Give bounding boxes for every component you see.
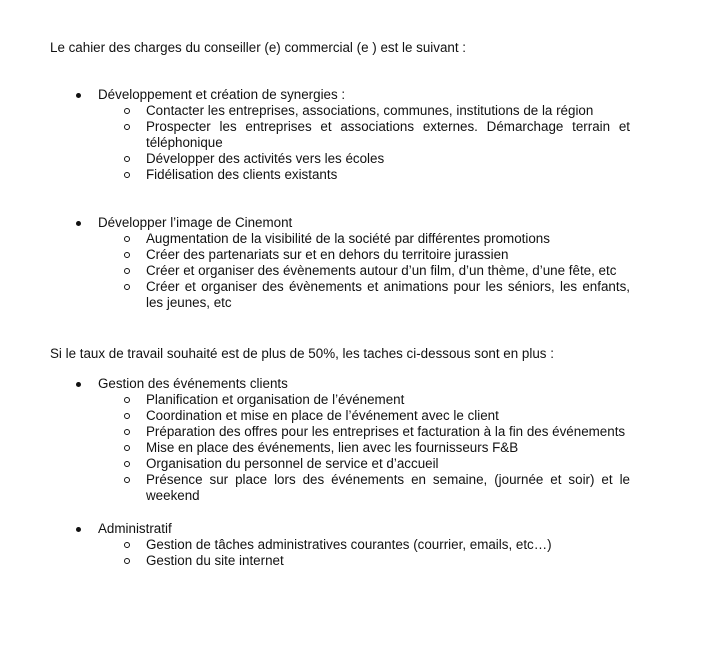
- bullet-icon: [76, 93, 81, 98]
- section-image-cinemont: [70, 215, 630, 311]
- circle-bullet-icon: [124, 236, 130, 242]
- bullet-icon: [76, 221, 81, 226]
- sub-list: [70, 231, 630, 311]
- list-item: [70, 408, 630, 424]
- list-item-text: Planification et organisation de l’événement: [146, 392, 405, 407]
- section-title: Développement et création de synergies :: [98, 87, 346, 102]
- bullet-icon: [76, 382, 81, 387]
- list-item: [70, 151, 630, 167]
- list-item: [70, 103, 630, 119]
- list-item: [70, 537, 630, 553]
- list-item-text: Fidélisation des clients existants: [146, 167, 338, 182]
- list-item: [70, 247, 630, 263]
- circle-bullet-icon: [124, 124, 130, 130]
- list-item-text: Prospecter les entreprises et associations externes. Démarchage terrain et téléphonique: [146, 119, 630, 150]
- list-item-text: Créer et organiser des évènements et animations pour les séniors, les enfants, les jeunes, etc: [146, 279, 630, 310]
- list-item-text: Créer des partenariats sur et en dehors du territoire jurassien: [146, 247, 509, 262]
- circle-bullet-icon: [124, 156, 130, 162]
- list-item: [70, 424, 630, 440]
- section-title: Développer l’image de Cinemont: [98, 215, 293, 230]
- circle-bullet-icon: [124, 108, 130, 114]
- condition-paragraph: Si le taux de travail souhaité est de plus de 50%, les taches ci-dessous sont en plus :: [50, 346, 554, 361]
- list-item: [70, 472, 630, 504]
- circle-bullet-icon: [124, 445, 130, 451]
- circle-bullet-icon: [124, 542, 130, 548]
- circle-bullet-icon: [124, 413, 130, 419]
- section-synergies: [70, 87, 630, 183]
- section-title: Gestion des événements clients: [98, 376, 288, 391]
- list-item: [70, 553, 630, 569]
- list-item: [70, 231, 630, 247]
- circle-bullet-icon: [124, 284, 130, 290]
- sub-list: [70, 103, 630, 183]
- list-item: [70, 440, 630, 456]
- list-item: [70, 456, 630, 472]
- bullet-icon: [76, 527, 81, 532]
- list-item-text: Présence sur place lors des événements en semaine, (journée et soir) et le weekend: [146, 472, 630, 503]
- circle-bullet-icon: [124, 172, 130, 178]
- list-item: [70, 392, 630, 408]
- list-item-text: Coordination et mise en place de l’événement avec le client: [146, 408, 499, 423]
- section-heading: [70, 87, 630, 103]
- circle-bullet-icon: [124, 268, 130, 274]
- circle-bullet-icon: [124, 477, 130, 483]
- list-item-text: Préparation des offres pour les entreprises et facturation à la fin des événements: [146, 424, 626, 439]
- list-item-text: Augmentation de la visibilité de la société par différentes promotions: [146, 231, 550, 246]
- list-item-text: Contacter les entreprises, associations, communes, institutions de la région: [146, 103, 594, 118]
- list-item-text: Gestion du site internet: [146, 553, 284, 568]
- list-item: [70, 119, 630, 151]
- list-item-text: Développer des activités vers les écoles: [146, 151, 385, 166]
- section-title: Administratif: [98, 521, 172, 536]
- list-item-text: Créer et organiser des évènements autour d’un film, d’un thème, d’une fête, etc: [146, 263, 617, 278]
- section-heading: [70, 215, 630, 231]
- circle-bullet-icon: [124, 429, 130, 435]
- circle-bullet-icon: [124, 461, 130, 467]
- list-item-text: Organisation du personnel de service et d’accueil: [146, 456, 439, 471]
- list-item-text: Mise en place des événements, lien avec les fournisseurs F&B: [146, 440, 519, 455]
- circle-bullet-icon: [124, 252, 130, 258]
- section-heading: [70, 376, 630, 392]
- list-item: [70, 263, 630, 279]
- list-item-text: Gestion de tâches administratives courantes (courrier, emails, etc…): [146, 537, 552, 552]
- section-events: [70, 376, 630, 504]
- circle-bullet-icon: [124, 397, 130, 403]
- sub-list: [70, 392, 630, 504]
- circle-bullet-icon: [124, 558, 130, 564]
- list-item: [70, 167, 630, 183]
- list-item: [70, 279, 630, 311]
- sub-list: [70, 537, 630, 569]
- intro-paragraph: Le cahier des charges du conseiller (e) commercial (e ) est le suivant :: [50, 40, 467, 55]
- section-administratif: [70, 521, 630, 569]
- section-heading: [70, 521, 630, 537]
